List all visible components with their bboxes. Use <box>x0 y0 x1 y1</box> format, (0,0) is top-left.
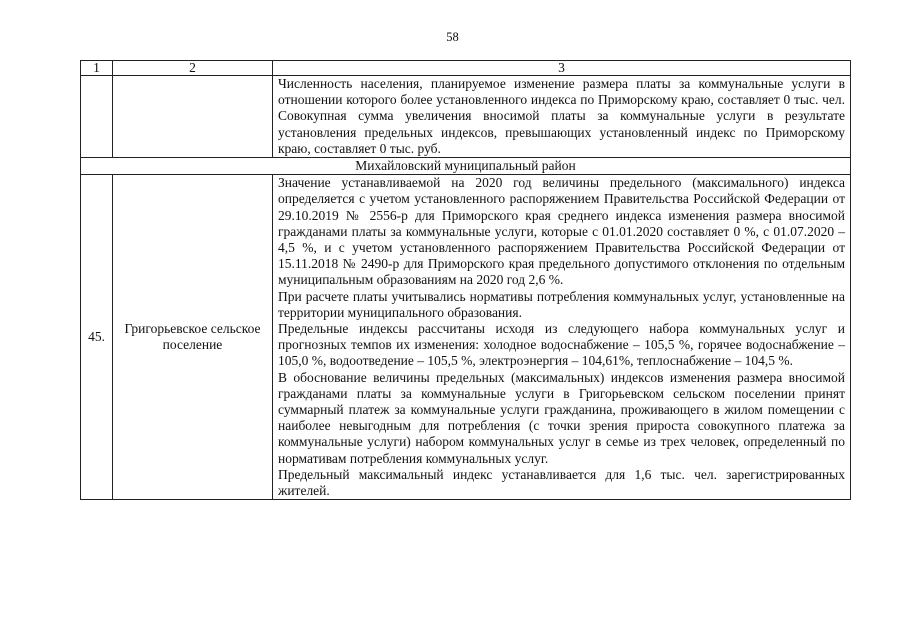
row-number-empty <box>81 76 113 158</box>
section-title: Михайловский муниципальный район <box>81 158 851 175</box>
paragraph-norms: При расчете платы учитывались нормативы потребления коммунальных услуг, установленные на территории муниципального образования. <box>278 288 845 320</box>
row-description <box>273 175 851 500</box>
table-row-continued <box>81 76 851 158</box>
header-col-3: 3 <box>273 61 851 76</box>
municipality-name: Григорьевское сельское поселение <box>113 175 273 500</box>
row-number: 45. <box>81 175 113 500</box>
table-header-row <box>81 61 851 76</box>
row-name-empty <box>113 76 273 158</box>
paragraph-population: Предельный максимальный индекс устанавливается для 1,6 тыс. чел. зарегистрированных жителей. <box>278 466 845 499</box>
tariff-index-table <box>80 60 851 500</box>
table-row <box>81 175 851 500</box>
paragraph-justification: В обоснование величины предельных (максимальных) индексов изменения размера вносимой гражданами платы за коммунальные услуги в Григорьевском сельском поселении принят суммарный платеж за коммунальные услуги гражданина, проживающего в жилом помещении с наиболее невыгодным для потребления (с точки зрения прироста совокупного платежа за коммунальные услуги) набором коммунальных услуг в семье из трех человек, определенный по нормативам потребления коммунальных услуг. <box>278 369 845 466</box>
continued-paragraph: Численность населения, планируемое изменение размера платы за коммунальные услуги в отношении которого более установленного индекса по Приморскому краю, составляет 0 тыс. чел. Совокупная сумма увеличения вносимой платы за коммунальные услуги в результате установления предельных индексов, превышающих установленный индекс по Приморскому краю, составляет 0 тыс. руб. <box>278 76 845 156</box>
header-col-1: 1 <box>81 61 113 76</box>
paragraph-index-basis: Значение устанавливаемой на 2020 год величины предельного (максимального) индекса определяется с учетом установленного распоряжением Правительства Российской Федерации от 29.10.2019 № 2556-р для Приморского края среднего индекса изменения размера вносимой гражданами платы за коммунальные услуги, которые с 01.01.2020 составляет 0 %, с 01.07.2020 – 4,5 %, и с учетом установленного распоряжением Правительства Российской Федерации от 15.11.2018 № 2490-р для Приморского края предельного допустимого отклонения по отдельным муниципальным образованиям на 2020 год 2,6 %. <box>278 175 845 288</box>
header-col-2: 2 <box>113 61 273 76</box>
paragraph-service-rates: Предельные индексы рассчитаны исходя из следующего набора коммунальных услуг и прогнозных темпов их изменения: холодное водоснабжение – 105,5 %, горячее водоснабжение – 105,0 %, водоотведение – 105,5 %, электроэнергия – 104,61%, теплоснабжение – 104,5 %. <box>278 321 845 369</box>
page-number: 58 <box>446 30 459 44</box>
section-row <box>81 158 851 175</box>
row-description-continued <box>273 76 851 158</box>
